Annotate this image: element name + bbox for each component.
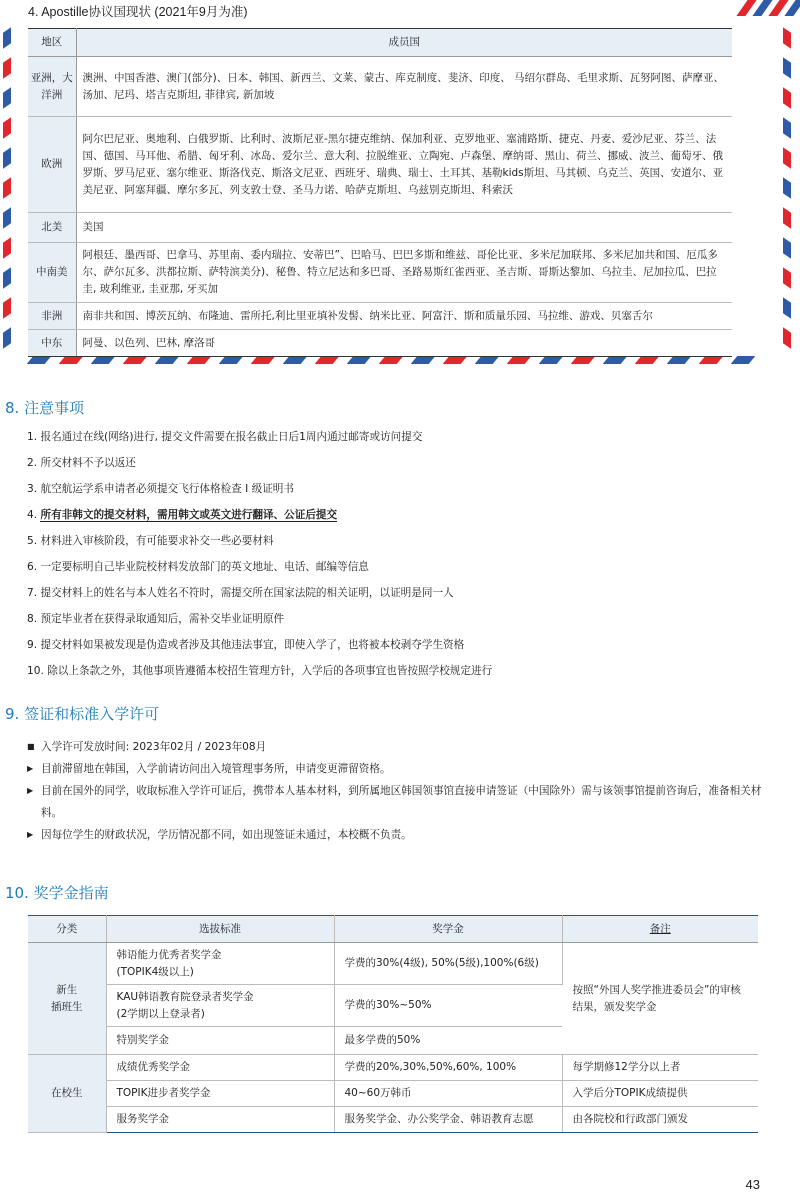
airmail-stripe — [783, 237, 791, 259]
apostille-title: 4. Apostille协议国现状 (2021年9月为准) — [28, 5, 248, 19]
note-cell: 由各院校和行政部门颁发 — [562, 1107, 758, 1133]
airmail-stripe — [699, 356, 724, 364]
header-region: 地区 — [28, 29, 76, 57]
criteria-cell: 韩语能力优秀者奖学金 (TOPIK4级以上) — [106, 943, 334, 985]
amount-cell: 最多学费的50% — [334, 1027, 562, 1055]
criteria-cell: KAU韩语教育院登录者奖学金 (2学期以上登录者) — [106, 985, 334, 1027]
airmail-stripe — [3, 117, 11, 139]
header-criteria: 选拔标准 — [106, 916, 334, 943]
apostille-envelope — [0, 0, 800, 370]
countries-cell: 美国 — [76, 213, 732, 243]
airmail-stripe — [347, 356, 372, 364]
criteria-cell: 成绩优秀奖学金 — [106, 1055, 334, 1081]
region-cell: 非洲 — [28, 303, 76, 330]
airmail-stripe — [3, 297, 11, 319]
airmail-stripe — [475, 356, 500, 364]
table-row — [28, 213, 732, 243]
airmail-stripe — [315, 356, 340, 364]
triangle-bullet-icon: ▶ — [27, 786, 34, 795]
visa-list — [27, 736, 767, 846]
airmail-stripe — [635, 356, 660, 364]
region-cell: 中南美 — [28, 243, 76, 303]
apostille-table — [28, 28, 732, 357]
airmail-stripe — [667, 356, 692, 364]
notes-list — [27, 429, 777, 689]
region-cell: 亚洲，大洋洲 — [28, 57, 76, 117]
amount-cell: 学费的20%,30%,50%,60%, 100% — [334, 1055, 562, 1081]
airmail-stripe — [219, 356, 244, 364]
airmail-stripe — [283, 356, 308, 364]
countries-cell: 阿曼、以色列、巴林, 摩洛哥 — [76, 330, 732, 357]
list-item: 6. 一定要标明自己毕业院校材料发放部门的英文地址、电话、邮编等信息 — [27, 561, 369, 573]
airmail-stripe — [571, 356, 596, 364]
countries-cell: 阿根廷、墨西哥、巴拿马、苏里南、委内瑞拉、安蒂巴”、巴哈马、巴巴多斯和维兹、哥伦比亚、多米尼加联邦、多米尼加共和国、厄瓜多尔、萨尔瓦多、洪都拉斯、萨特滨美分)、秘鲁、特立尼达和多巴哥、圣路易斯红雀西亚、圣吉斯、哥斯达黎加、乌拉圭、尼加拉瓜、巴拉圭, 玻利维亚, 圭亚那, 牙买加 — [76, 243, 732, 303]
table-row — [28, 1107, 758, 1133]
criteria-cell: 服务奖学金 — [106, 1107, 334, 1133]
header-note: 备注 — [562, 916, 758, 943]
airmail-stripe — [3, 57, 11, 79]
airmail-stripe — [783, 27, 791, 49]
airmail-stripe — [783, 147, 791, 169]
note-cell: 入学后分TOPIK成绩提供 — [562, 1081, 758, 1107]
airmail-stripe — [187, 356, 212, 364]
airmail-stripe — [783, 297, 791, 319]
category-cell: 在校生 — [28, 1055, 106, 1133]
notes-heading: 8. 注意事项 — [5, 399, 85, 417]
airmail-stripe — [3, 27, 11, 49]
table-row — [28, 943, 758, 985]
region-cell: 中东 — [28, 330, 76, 357]
amount-cell: 服务奖学金、办公奖学金、韩语教育志愿 — [334, 1107, 562, 1133]
triangle-bullet-icon: ▶ — [27, 830, 34, 839]
table-row — [28, 243, 732, 303]
airmail-stripe — [3, 207, 11, 229]
countries-cell: 阿尔巴尼亚、奥地利、白俄罗斯、比利时、波斯尼亚-黑尔捷克维纳、保加利亚、克罗地亚、塞浦路斯、捷克、丹麦、爱沙尼亚、芬兰、法国、德国、马耳他、希腊、匈牙利、冰岛、爱尔兰、意大利、拉脱维亚、立陶宛、卢森堡、摩纳哥、黑山、荷兰、挪威、波兰、葡萄牙、俄罗斯、罗马尼亚、塞尔维亚、斯洛伐克、斯洛文尼亚、西班牙、瑞典、瑞士、土耳其、基勒kids斯坦、马其顿、乌克兰、英国、安道尔、亚美尼亚、阿塞拜疆、摩尔多瓦、列支敦士登、圣马力诺、哈萨克斯坦、乌兹别克斯坦、科索沃 — [76, 117, 732, 213]
list-item: 9. 提交材料如果被发现是伪造或者涉及其他违法事宜，即使入学了，也将被本校剥夺学生资格 — [27, 639, 465, 651]
airmail-stripe — [507, 356, 532, 364]
list-item: 8. 预定毕业者在获得录取通知后，需补交毕业证明原件 — [27, 613, 285, 625]
table-row — [28, 330, 732, 357]
table-row — [28, 57, 732, 117]
scholarship-heading: 10. 奖学金指南 — [5, 884, 109, 902]
list-item: ■ 入学许可发放时间: 2023年02月 / 2023年08月 — [27, 736, 767, 758]
region-cell: 欧洲 — [28, 117, 76, 213]
header-members: 成员国 — [76, 29, 732, 57]
list-item: 2. 所交材料不予以返还 — [27, 457, 136, 469]
list-item-highlighted: 4. 所有非韩文的提交材料，需用韩文或英文进行翻译、公证后提交 — [27, 509, 338, 521]
airmail-stripe — [783, 327, 791, 349]
airmail-stripe — [3, 177, 11, 199]
amount-cell: 学费的30%(4级), 50%(5级),100%(6级) — [334, 943, 562, 985]
airmail-stripe — [731, 356, 756, 364]
square-bullet-icon: ■ — [27, 742, 35, 751]
airmail-stripe — [411, 356, 436, 364]
table-row — [28, 117, 732, 213]
list-item: ▶ 目前在国外的同学，收取标准入学许可证后，携带本人基本材料，到所属地区韩国领事馆直接申请签证（中国除外）需与该领事馆提前咨询后，准备相关材料。 — [27, 780, 767, 824]
countries-cell: 澳洲、中国香港、澳门(部分)、日本、韩国、新西兰、文莱、蒙古、库克制度、斐济、印度、 马绍尔群岛、毛里求斯、瓦努阿图、萨摩亚、汤加、尼玛、塔吉克斯坦, 菲律宾, 新加坡 — [76, 57, 732, 117]
airmail-stripe — [123, 356, 148, 364]
header-amount: 奖学金 — [334, 916, 562, 943]
airmail-stripe — [3, 327, 11, 349]
list-item: 3. 航空航运学系申请者必须提交飞行体格检查 I 级证明书 — [27, 483, 294, 495]
table-row — [28, 1055, 758, 1081]
criteria-cell: TOPIK进步者奖学金 — [106, 1081, 334, 1107]
list-item: ▶ 目前滞留地在韩国，入学前请访问出入境管理事务所，申请变更滞留资格。 — [27, 758, 767, 780]
airmail-stripe — [603, 356, 628, 364]
airmail-stripe — [3, 237, 11, 259]
airmail-stripe — [783, 117, 791, 139]
note-cell: 按照“外国人奖学推进委员会”的审核结果，颁发奖学金 — [562, 943, 758, 1055]
table-row — [28, 1081, 758, 1107]
airmail-stripe — [59, 356, 84, 364]
list-item: 10. 除以上条款之外，其他事项皆遵循本校招生管理方针，入学后的各项事宜也皆按照学校规定进行 — [27, 665, 493, 677]
list-item: ▶ 因每位学生的财政状况，学历情况都不同，如出现签证未通过，本校概不负责。 — [27, 824, 767, 846]
list-item: 1. 报名通过在线(网络)进行, 提交文件需要在报名截止日后1周内通过邮寄或访问提交 — [27, 431, 423, 443]
amount-cell: 学费的30%~50% — [334, 985, 562, 1027]
airmail-stripe — [443, 356, 468, 364]
airmail-stripe — [251, 356, 276, 364]
airmail-stripe — [3, 87, 11, 109]
airmail-stripe — [783, 177, 791, 199]
airmail-stripe — [783, 207, 791, 229]
airmail-stripe — [155, 356, 180, 364]
countries-cell: 南非共和国、博茨瓦纳、布隆迪、雷所托,利比里亚填补发髻、纳米比亚、阿富汗、斯和质量乐园、马拉维、游戏、贝塞舌尔 — [76, 303, 732, 330]
airmail-stripe — [783, 87, 791, 109]
list-item: 7. 提交材料上的姓名与本人姓名不符时，需提交所在国家法院的相关证明，以证明是同一人 — [27, 587, 454, 599]
airmail-stripe — [783, 267, 791, 289]
page-number: 43 — [745, 1177, 760, 1192]
airmail-stripe — [91, 356, 116, 364]
airmail-stripe — [27, 356, 52, 364]
airmail-stripe — [783, 57, 791, 79]
airmail-stripe — [3, 267, 11, 289]
category-cell: 新生 插班生 — [28, 943, 106, 1055]
scholarship-table — [28, 915, 758, 1133]
list-item: 5. 材料进入审核阶段，有可能要求补交一些必要材料 — [27, 535, 274, 547]
airmail-stripe — [379, 356, 404, 364]
triangle-bullet-icon: ▶ — [27, 764, 34, 773]
note-cell: 每学期修12学分以上者 — [562, 1055, 758, 1081]
amount-cell: 40~60万韩币 — [334, 1081, 562, 1107]
region-cell: 北美 — [28, 213, 76, 243]
table-row — [28, 303, 732, 330]
visa-heading: 9. 签证和标准入学许可 — [5, 705, 160, 723]
header-category: 分类 — [28, 916, 106, 943]
airmail-stripe — [539, 356, 564, 364]
criteria-cell: 特别奖学金 — [106, 1027, 334, 1055]
airmail-stripe — [3, 147, 11, 169]
